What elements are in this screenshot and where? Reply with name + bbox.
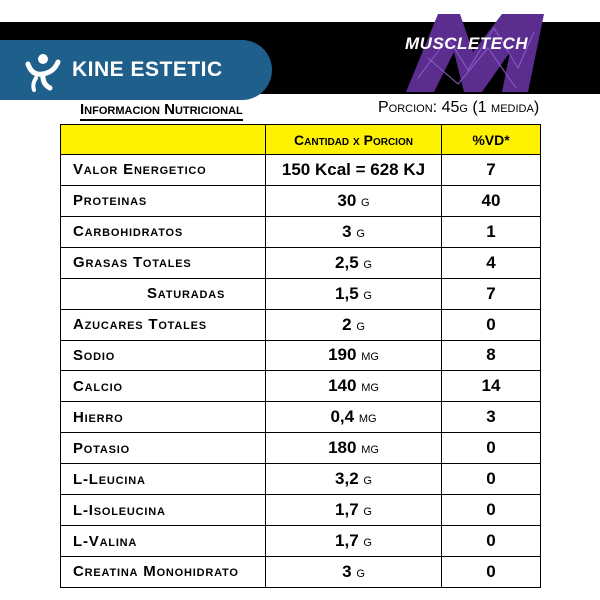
daily-value: 0	[442, 464, 541, 495]
nutrient-name: Proteinas	[61, 185, 266, 216]
quantity-value: 140	[328, 376, 357, 396]
table-row	[61, 340, 541, 371]
nutrient-quantity	[266, 526, 442, 557]
table-header-row	[61, 125, 541, 155]
quantity-value: 190	[328, 345, 357, 365]
daily-value: 1	[442, 216, 541, 247]
quantity-unit: g	[363, 471, 372, 489]
nutrition-title: Informacion Nutricional	[80, 101, 243, 121]
kine-estetic-figure-icon	[22, 50, 64, 92]
nutrient-name: Calcio	[61, 371, 266, 402]
quantity-value: 180	[328, 438, 357, 458]
quantity-value: 30	[337, 190, 357, 210]
daily-value: 14	[442, 371, 541, 402]
quantity-value: 1,5	[335, 283, 359, 303]
daily-value: 8	[442, 340, 541, 371]
quantity-value: 3	[342, 221, 352, 241]
nutrient-name: Saturadas	[61, 278, 266, 309]
nutrient-name: Azucares Totales	[61, 309, 266, 340]
quantity-value: 2,5	[335, 252, 359, 272]
daily-value: 0	[442, 526, 541, 557]
daily-value: 0	[442, 309, 541, 340]
nutrient-name: Creatina Monohidrato	[61, 556, 266, 587]
daily-value: 7	[442, 155, 541, 186]
nutrient-quantity	[266, 402, 442, 433]
quantity-unit: g	[363, 533, 372, 551]
header-quantity: Cantidad x Porcion	[266, 125, 442, 155]
muscletech-wordmark: MUSCLETECH	[405, 34, 529, 53]
nutrient-name: L-Valina	[61, 526, 266, 557]
daily-value: 0	[442, 495, 541, 526]
table-row	[61, 309, 541, 340]
nutrient-name: Potasio	[61, 433, 266, 464]
nutrient-name: Valor Energetico	[61, 155, 266, 186]
quantity-unit: g	[363, 285, 372, 303]
quantity-unit: mg	[361, 347, 379, 365]
quantity-value: 3	[342, 561, 352, 581]
nutrient-quantity	[266, 495, 442, 526]
quantity-unit: g	[363, 502, 372, 520]
header-empty-cell	[61, 125, 266, 155]
nutrient-quantity	[266, 155, 442, 186]
table-row	[61, 155, 541, 186]
table-row	[61, 556, 541, 587]
table-row	[61, 371, 541, 402]
daily-value: 0	[442, 433, 541, 464]
quantity-value: 1,7	[335, 500, 359, 520]
nutrient-quantity	[266, 309, 442, 340]
table-row	[61, 185, 541, 216]
table-row	[61, 278, 541, 309]
quantity-unit: g	[356, 563, 365, 581]
nutrient-name: Sodio	[61, 340, 266, 371]
quantity-value: 3,2	[335, 469, 359, 489]
quantity-unit: g	[363, 254, 372, 272]
nutrient-quantity	[266, 340, 442, 371]
nutrient-quantity	[266, 433, 442, 464]
table-row	[61, 402, 541, 433]
daily-value: 3	[442, 402, 541, 433]
nutrient-quantity	[266, 185, 442, 216]
nutrient-name: L-Isoleucina	[61, 495, 266, 526]
quantity-unit: g	[361, 192, 370, 210]
quantity-unit: g	[356, 223, 365, 241]
daily-value: 40	[442, 185, 541, 216]
table-row	[61, 495, 541, 526]
nutrient-quantity	[266, 556, 442, 587]
nutrient-quantity	[266, 278, 442, 309]
table-row	[61, 433, 541, 464]
quantity-unit: g	[356, 316, 365, 334]
header-daily-value: %VD*	[442, 125, 541, 155]
quantity-unit: mg	[358, 409, 377, 427]
daily-value: 0	[442, 556, 541, 587]
quantity-value: 2	[342, 314, 352, 334]
nutrient-name: Hierro	[61, 402, 266, 433]
portion-size: Porcion: 45g (1 medida)	[378, 99, 540, 116]
nutrient-quantity	[266, 371, 442, 402]
table-row	[61, 526, 541, 557]
nutrient-quantity	[266, 464, 442, 495]
quantity-value: 150 Kcal = 628 KJ	[281, 159, 426, 179]
nutrient-quantity	[266, 247, 442, 278]
daily-value: 7	[442, 278, 541, 309]
nutrient-name: Carbohidratos	[61, 216, 266, 247]
nutrition-table	[60, 124, 541, 588]
quantity-unit: mg	[361, 440, 379, 458]
nutrient-quantity	[266, 216, 442, 247]
table-row	[61, 464, 541, 495]
table-row	[61, 216, 541, 247]
nutrient-name: L-Leucina	[61, 464, 266, 495]
quantity-unit: mg	[361, 378, 379, 396]
table-row	[61, 247, 541, 278]
quantity-value: 0,4	[330, 407, 355, 427]
nutrient-name: Grasas Totales	[61, 247, 266, 278]
daily-value: 4	[442, 247, 541, 278]
brand-name: KINE ESTETIC	[72, 58, 223, 81]
quantity-value: 1,7	[335, 531, 359, 551]
